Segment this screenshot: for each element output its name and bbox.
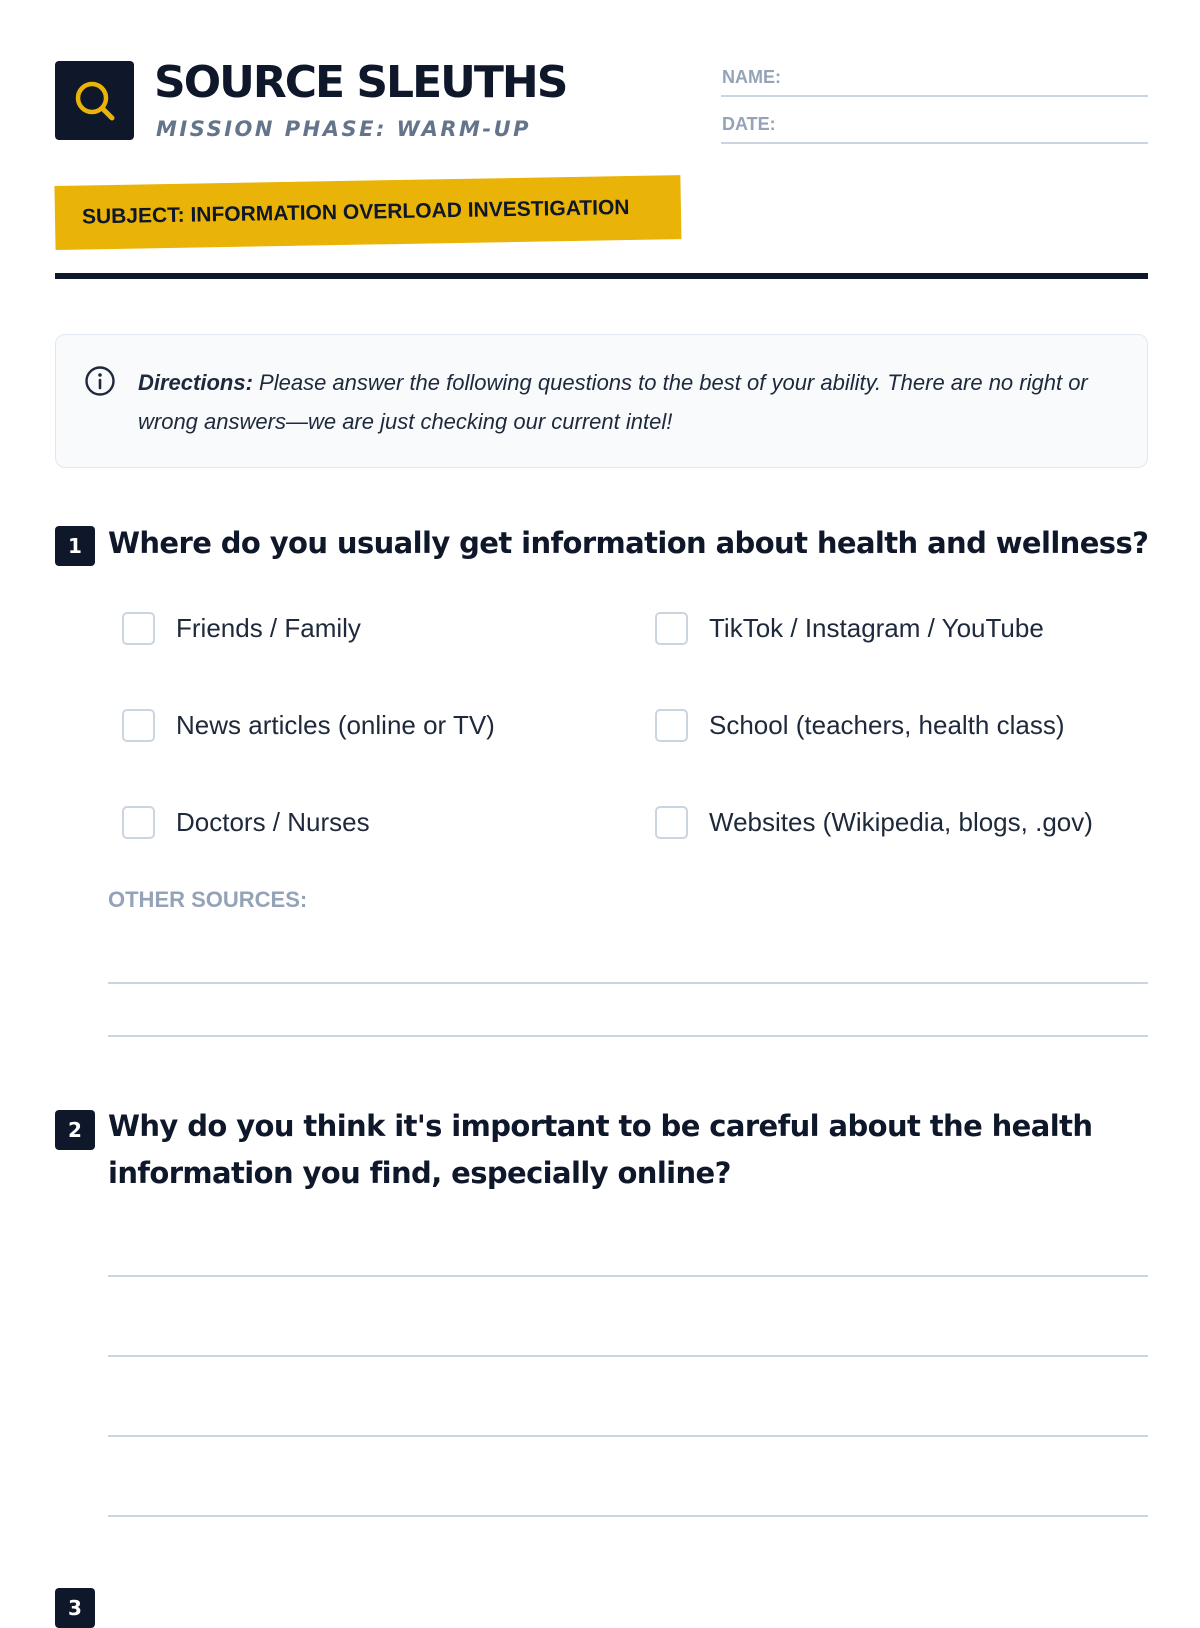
checkbox[interactable] bbox=[655, 612, 688, 645]
logo bbox=[55, 61, 134, 140]
question-number-badge: 2 bbox=[55, 1110, 95, 1150]
option-label: Websites (Wikipedia, blogs, .gov) bbox=[709, 806, 1093, 837]
answer-line[interactable] bbox=[108, 1035, 1148, 1037]
directions-body: Please answer the following questions to the best of your ability. There are no right or wrong answers—we are just checking our current intel! bbox=[138, 370, 1088, 434]
subject-text: SUBJECT: INFORMATION OVERLOAD INVESTIGATION bbox=[81, 195, 630, 229]
directions-text bbox=[138, 363, 1117, 441]
option-label: School (teachers, health class) bbox=[709, 709, 1065, 740]
date-field[interactable] bbox=[721, 108, 1148, 144]
question-number-badge: 3 bbox=[55, 1588, 95, 1628]
checkbox[interactable] bbox=[655, 806, 688, 839]
subject-banner bbox=[54, 175, 681, 250]
checkbox[interactable] bbox=[122, 709, 155, 742]
checkbox[interactable] bbox=[655, 709, 688, 742]
directions-lead: Directions: bbox=[138, 370, 253, 395]
option-websites[interactable] bbox=[655, 802, 1093, 842]
header-divider bbox=[55, 273, 1148, 279]
answer-line[interactable] bbox=[108, 1515, 1148, 1517]
worksheet-header bbox=[55, 57, 1148, 156]
question-number-badge: 1 bbox=[55, 526, 95, 566]
other-sources-label: OTHER SOURCES: bbox=[108, 887, 308, 912]
page-subtitle: MISSION PHASE: WARM-UP bbox=[156, 117, 532, 141]
answer-line[interactable] bbox=[108, 1275, 1148, 1277]
option-label: News articles (online or TV) bbox=[176, 709, 495, 740]
page-title: SOURCE SLEUTHS bbox=[154, 57, 567, 108]
name-field[interactable] bbox=[721, 61, 1148, 97]
checkbox[interactable] bbox=[122, 612, 155, 645]
option-friends-family[interactable] bbox=[122, 608, 361, 648]
directions-box bbox=[55, 334, 1148, 468]
option-social-media[interactable] bbox=[655, 608, 1044, 648]
option-school[interactable] bbox=[655, 705, 1065, 745]
name-label: NAME: bbox=[722, 67, 781, 87]
option-label: Friends / Family bbox=[176, 612, 361, 643]
answer-line[interactable] bbox=[108, 1435, 1148, 1437]
magnifier-icon bbox=[72, 78, 118, 124]
answer-line[interactable] bbox=[108, 1355, 1148, 1357]
checkbox[interactable] bbox=[122, 806, 155, 839]
question-2-text: Why do you think it's important to be careful about the health information you find, especially online? bbox=[108, 1109, 1093, 1190]
option-doctors-nurses[interactable] bbox=[122, 802, 370, 842]
info-icon bbox=[84, 365, 116, 397]
option-label: Doctors / Nurses bbox=[176, 806, 370, 837]
option-label: TikTok / Instagram / YouTube bbox=[709, 612, 1044, 643]
option-news-articles[interactable] bbox=[122, 705, 495, 745]
date-label: DATE: bbox=[722, 114, 776, 134]
answer-line[interactable] bbox=[108, 982, 1148, 984]
question-1-text: Where do you usually get information about health and wellness? bbox=[108, 526, 1149, 560]
